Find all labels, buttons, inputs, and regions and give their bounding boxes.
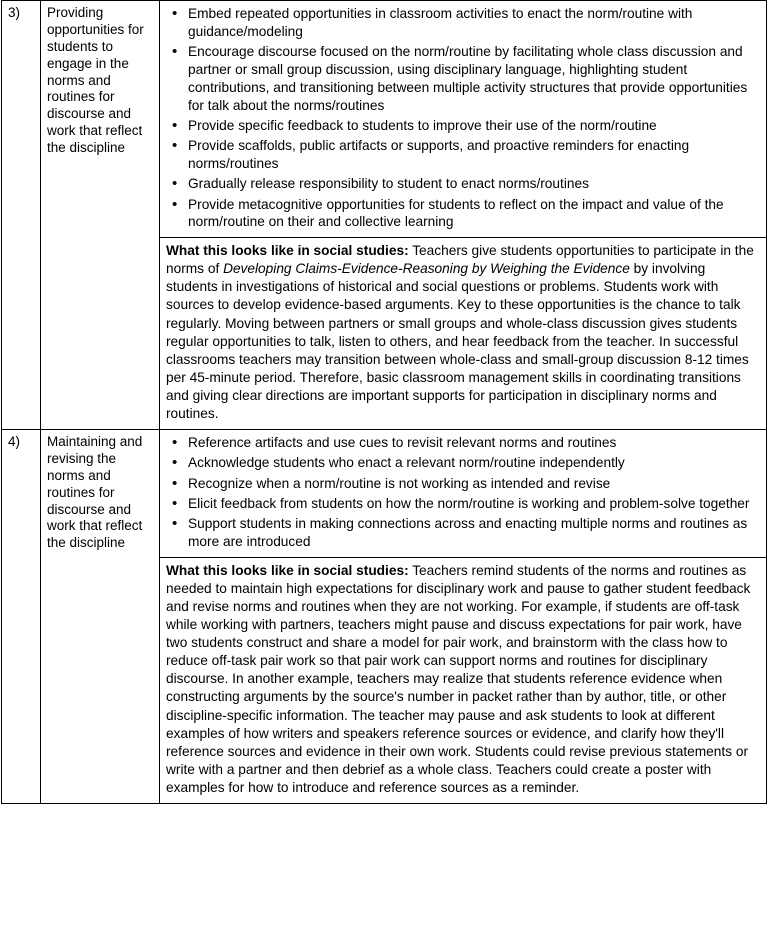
row-number-cell: [2, 1, 41, 430]
bullet-list: [166, 5, 760, 231]
bullet-item: • Gradually release responsibility to student to enact norms/routines: [166, 175, 760, 193]
example-paragraph: [166, 242, 760, 423]
table-row: [2, 430, 767, 558]
bullet-item: • Reference artifacts and use cues to revisit relevant norms and routines: [166, 434, 760, 452]
row-number-cell: [2, 430, 41, 804]
bullet-item: • Elicit feedback from students on how the norm/routine is working and problem-solve together: [166, 495, 760, 513]
example-text: Teachers give students opportunities to participate in the norms of: [166, 243, 754, 277]
table-body: [2, 1, 767, 804]
example-text: by involving students in investigations of historical and social questions or problems. Students work with sources to develop evidence-based arguments. Key to these opportunities is the chance to talk regularly. Moving between partners or small groups and whole-class discussion gives students regular opportunities to talk, listen to others, and hear feedback from the teacher. In successful classrooms teachers may transition between whole-class and small-group discussion 8-12 times per 45-minute period. Therefore, basic classroom management skills in coordinating transitions and giving clear directions are important supports for participation in disciplinary norms and routines.: [166, 261, 749, 421]
bullet-list-cell: [160, 430, 767, 558]
bullet-item: • Acknowledge students who enact a relevant norm/routine independently: [166, 454, 760, 472]
bullet-list: [166, 434, 760, 551]
example-text: Teachers remind students of the norms and routines as needed to maintain high expectations for disciplinary work and pause to gather student feedback and revise norms and routines when they are not working. For example, if students are off-task while working with partners, teachers might pause and discuss expectations for pair work, have two students construct and share a model for pair work, and brainstorm with the class how to reduce off-task pair work so that pair work can support norms and routines for disciplinary discourse. In another example, teachers may realize that students reference evidence when constructing arguments by the source's number in packet rather than by author, title, or other discipline-specific information. The teacher may pause and ask students to look at different examples of how writers and speakers reference sources or evidence, and clarify how they'll reference sources and evidence in their own work. Students could revise previous statements or write with a partner and then debrief as a whole class. Teachers could create a poster with examples for how to introduce and reference sources as a reminder.: [166, 562, 751, 795]
example-heading: What this looks like in social studies:: [166, 243, 409, 259]
row-label: Maintaining and revising the norms and routines for discourse and work that reflect the discipline: [47, 434, 143, 551]
example-paragraph: [166, 562, 760, 797]
example-text-italic: Developing Claims-Evidence-Reasoning by Weighing the Evidence: [223, 261, 630, 277]
bullet-item: • Provide metacognitive opportunities for students to reflect on the impact and value of the norm/routine on their and collective learning: [166, 196, 760, 232]
row-label: Providing opportunities for students to engage in the norms and routines for discourse and work that reflect the discipline: [47, 5, 144, 155]
bullet-item: • Provide scaffolds, public artifacts or supports, and proactive reminders for enacting norms/routines: [166, 137, 760, 173]
bullet-item: • Provide specific feedback to students to improve their use of the norm/routine: [166, 117, 760, 135]
row-number: 4): [8, 434, 21, 450]
bullet-item: • Encourage discourse focused on the norm/routine by facilitating whole class discussion and partner or small group discussion, using disciplinary language, highlighting student contributions, and transitioning between multiple activity structures that provide opportunities for talk about the norms/routines: [166, 43, 760, 114]
bullet-list-cell: [160, 1, 767, 238]
row-label-cell: [41, 1, 160, 430]
table-row: [2, 1, 767, 238]
norms-routines-table: [1, 0, 767, 804]
bullet-item: • Support students in making connections across and enacting multiple norms and routines as more are introduced: [166, 515, 760, 551]
row-number: 3): [8, 5, 21, 20]
row-label-cell: [41, 430, 160, 804]
example-cell: [160, 238, 767, 430]
example-heading: What this looks like in social studies:: [166, 562, 409, 578]
bullet-item: • Embed repeated opportunities in classroom activities to enact the norm/routine with guidance/modeling: [166, 5, 760, 41]
example-cell: [160, 557, 767, 803]
bullet-item: • Recognize when a norm/routine is not working as intended and revise: [166, 475, 760, 493]
